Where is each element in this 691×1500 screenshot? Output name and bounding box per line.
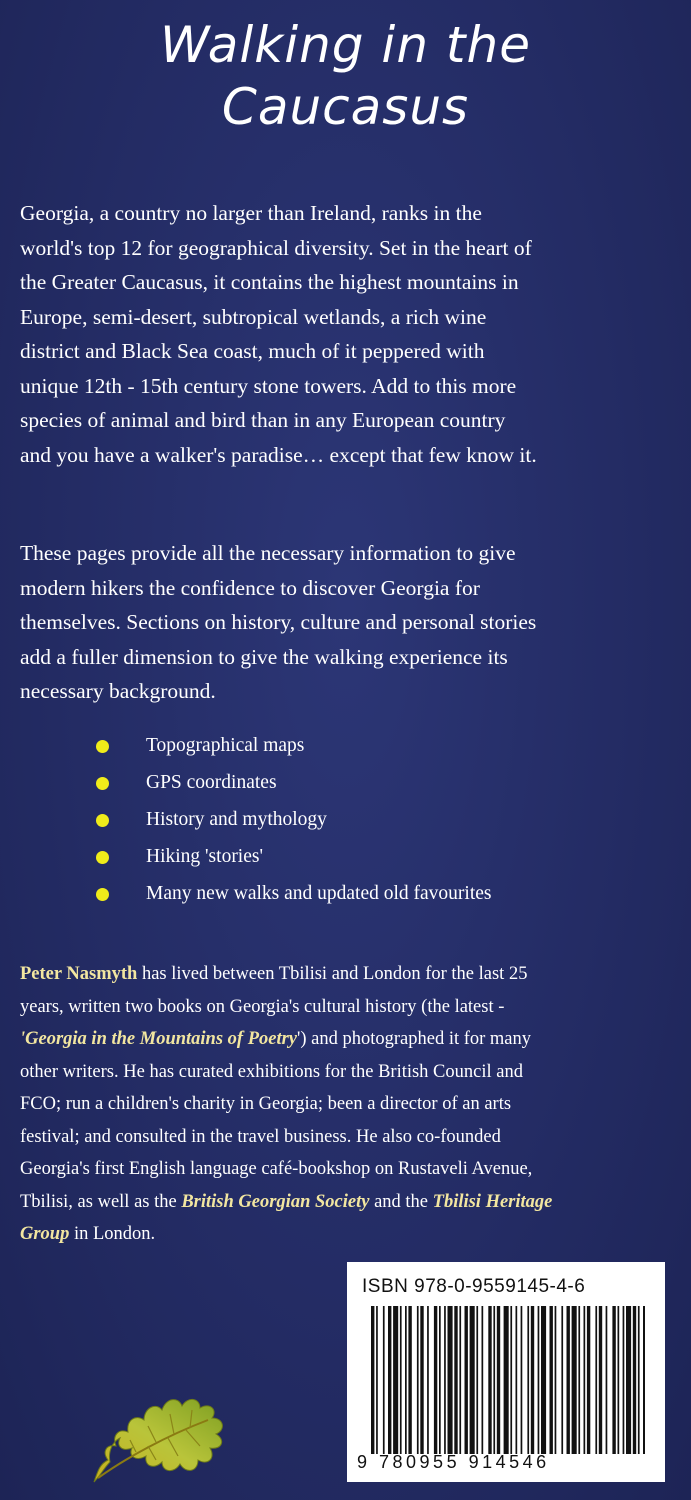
text-segment: in London. bbox=[69, 1224, 156, 1244]
text-line: Georgia, a country no larger than Ireland, ranks in the bbox=[20, 201, 482, 225]
feature-item bbox=[96, 840, 492, 877]
barcode-bar bbox=[371, 1306, 374, 1454]
barcode-bar bbox=[516, 1306, 518, 1454]
barcode-bar bbox=[376, 1306, 378, 1454]
barcode-bar bbox=[388, 1306, 391, 1454]
text-line: These pages provide all the necessary information to give bbox=[20, 541, 516, 565]
title-line-1: Walking in the bbox=[160, 16, 531, 74]
feature-item bbox=[96, 877, 492, 914]
title-line-2: Caucasus bbox=[221, 78, 470, 136]
barcode-bars bbox=[369, 1306, 645, 1462]
barcode-bar bbox=[465, 1306, 468, 1454]
text-line bbox=[20, 1218, 680, 1251]
society-name: British Georgian Society bbox=[181, 1191, 370, 1212]
text-line: the Greater Caucasus, it contains the highest mountains in bbox=[20, 270, 519, 294]
feature-label: Topographical maps bbox=[146, 735, 305, 756]
feature-item bbox=[96, 803, 492, 840]
barcode-bar bbox=[584, 1306, 586, 1454]
group-name-cont: Group bbox=[20, 1224, 70, 1244]
barcode-bar bbox=[633, 1306, 636, 1454]
text-line: FCO; run a children's charity in Georgia; been a director of an arts bbox=[20, 1094, 512, 1114]
text-line: other writers. He has curated exhibitions for the British Council and bbox=[20, 1061, 523, 1082]
text-line: modern hikers the confidence to discover Georgia for bbox=[20, 575, 480, 600]
author-bio bbox=[20, 958, 680, 1251]
barcode-bar bbox=[618, 1306, 620, 1454]
text-line bbox=[20, 1186, 680, 1219]
text-line: necessary background. bbox=[20, 679, 216, 703]
feature-item bbox=[96, 766, 492, 803]
text-line bbox=[20, 958, 680, 991]
barcode-bar bbox=[531, 1306, 534, 1454]
barcode-bar bbox=[408, 1306, 411, 1454]
barcode-bar bbox=[476, 1306, 478, 1454]
text-segment: and the bbox=[369, 1191, 433, 1212]
book-title bbox=[0, 14, 691, 138]
group-name: Tbilisi Heritage bbox=[432, 1191, 553, 1212]
barcode-bar bbox=[521, 1306, 523, 1454]
text-line: species of animal and bird than in any European country bbox=[20, 408, 506, 432]
barcode-bar bbox=[434, 1306, 437, 1454]
bullet-icon bbox=[96, 740, 109, 753]
text-line: and you have a walker's paradise… except that few know it. bbox=[20, 442, 537, 467]
text-line: add a fuller dimension to give the walking experience its bbox=[20, 644, 508, 669]
barcode-bar bbox=[448, 1306, 453, 1454]
barcode-bar bbox=[561, 1306, 563, 1454]
barcode-bar bbox=[555, 1306, 557, 1454]
barcode-bar bbox=[527, 1306, 529, 1454]
info-paragraph bbox=[20, 536, 670, 709]
barcode-bar bbox=[623, 1306, 625, 1454]
feature-label: GPS coordinates bbox=[146, 772, 277, 793]
barcode-digits: 9 780955 914546 bbox=[357, 1452, 550, 1472]
barcode-bar bbox=[405, 1306, 407, 1454]
barcode-bar bbox=[497, 1306, 500, 1454]
barcode-bar bbox=[567, 1306, 570, 1454]
barcode-bar bbox=[643, 1306, 645, 1454]
bullet-icon bbox=[96, 851, 109, 864]
feature-label: History and mythology bbox=[146, 809, 327, 830]
bullet-icon bbox=[96, 814, 109, 827]
barcode-bar bbox=[638, 1306, 640, 1454]
text-line: unique 12th - 15th century stone towers. Add to this more bbox=[20, 373, 517, 398]
barcode-bar bbox=[599, 1306, 602, 1454]
barcode-label bbox=[347, 1262, 665, 1482]
barcode-bar bbox=[612, 1306, 615, 1454]
feature-label: Many new walks and updated old favourites bbox=[146, 883, 492, 904]
feature-label: Hiking 'stories' bbox=[146, 846, 263, 867]
book-reference: Georgia in the Mountains of Poetry bbox=[25, 1029, 298, 1049]
barcode-bar bbox=[493, 1306, 495, 1454]
barcode-bar bbox=[420, 1306, 423, 1454]
bullet-icon bbox=[96, 777, 109, 790]
barcode-bar bbox=[470, 1306, 475, 1454]
barcode-bar bbox=[595, 1306, 597, 1454]
barcode-bar bbox=[541, 1306, 546, 1454]
intro-paragraph bbox=[20, 196, 670, 472]
oak-leaf-icon bbox=[86, 1340, 246, 1490]
text-line: district and Black Sea coast, much of it peppered with bbox=[20, 339, 485, 363]
barcode-bar bbox=[383, 1306, 385, 1454]
barcode-bar bbox=[459, 1306, 461, 1454]
barcode-bar bbox=[578, 1306, 580, 1454]
barcode-bar bbox=[393, 1306, 398, 1454]
text-line: years, written two books on Georgia's cultural history (the latest - bbox=[20, 996, 505, 1017]
barcode-bar bbox=[510, 1306, 512, 1454]
barcode-bar bbox=[572, 1306, 577, 1454]
barcode-bar bbox=[587, 1306, 590, 1454]
text-line: Europe, semi-desert, subtropical wetlands, a rich wine bbox=[20, 304, 487, 329]
barcode-bar bbox=[626, 1306, 631, 1454]
barcode-bar bbox=[417, 1306, 419, 1454]
barcode-bar bbox=[400, 1306, 402, 1454]
barcode-bar bbox=[606, 1306, 608, 1454]
barcode-bar bbox=[439, 1306, 441, 1454]
barcode-bar bbox=[454, 1306, 457, 1454]
text-segment: has lived between Tbilisi and London for the last 25 bbox=[137, 964, 528, 984]
text-line: festival; and consulted in the travel business. He also co-founded bbox=[20, 1126, 501, 1147]
bullet-icon bbox=[96, 888, 109, 901]
text-segment: Tbilisi, as well as the bbox=[20, 1191, 182, 1212]
quote-mark: ' bbox=[20, 1029, 26, 1049]
isbn-number: ISBN 978-0-9559145-4-6 bbox=[362, 1276, 586, 1297]
text-line: Georgia's first English language café-bookshop on Rustaveli Avenue, bbox=[20, 1159, 533, 1179]
author-name: Peter Nasmyth bbox=[20, 964, 138, 984]
text-line: themselves. Sections on history, culture and personal stories bbox=[20, 610, 537, 634]
text-segment: ') and photographed it for many bbox=[297, 1029, 532, 1049]
text-line: world's top 12 for geographical diversity. Set in the heart of bbox=[20, 235, 532, 260]
barcode-bar bbox=[504, 1306, 509, 1454]
barcode-bar bbox=[538, 1306, 540, 1454]
text-line bbox=[20, 1023, 680, 1056]
barcode-bar bbox=[482, 1306, 484, 1454]
feature-item bbox=[96, 729, 492, 766]
feature-list bbox=[96, 729, 492, 914]
barcode-bar bbox=[444, 1306, 446, 1454]
barcode-bar bbox=[550, 1306, 553, 1454]
barcode-bar bbox=[427, 1306, 429, 1454]
barcode-bar bbox=[488, 1306, 491, 1454]
